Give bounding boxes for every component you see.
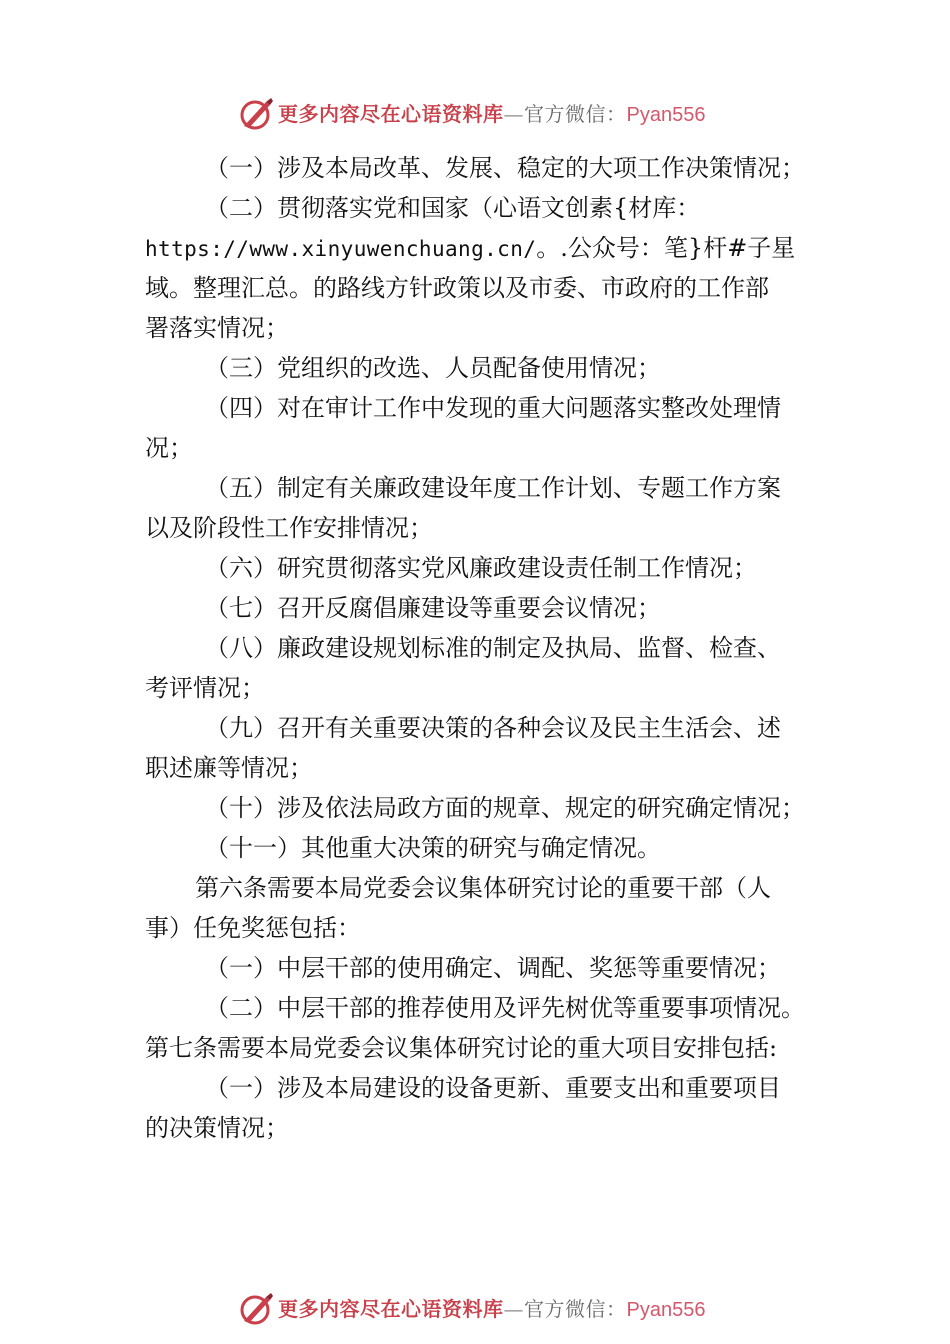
banner-separator: — bbox=[503, 1297, 524, 1321]
paragraph-line: （三）党组织的改选、人员配备使用情况； bbox=[205, 354, 661, 382]
banner-brand: 更多内容尽在心语资料库 bbox=[278, 102, 504, 126]
footer-banner bbox=[0, 1289, 950, 1329]
paragraph-line: （五）制定有关廉政建设年度工作计划、专题工作方案 bbox=[205, 474, 781, 502]
paragraph-line: （十）涉及依法局政方面的规章、规定的研究确定情况； bbox=[205, 794, 805, 822]
paragraph-line: （二）中层干部的推荐使用及评先树优等重要事项情况。 bbox=[205, 994, 805, 1022]
paragraph-line bbox=[145, 228, 825, 268]
paragraph-line: 职述廉等情况； bbox=[145, 754, 313, 782]
paragraph-line: 以及阶段性工作安排情况； bbox=[145, 514, 433, 542]
banner-wechat-id: Pyan556 bbox=[626, 104, 706, 126]
paragraph-line: （一）中层干部的使用确定、调配、奖惩等重要情况； bbox=[205, 954, 781, 982]
article-heading-line: 第六条需要本局党委会议集体研究讨论的重要干部（人 bbox=[195, 874, 771, 902]
banner-official-label: 官方微信： bbox=[524, 1297, 627, 1321]
header-banner bbox=[0, 94, 950, 134]
banner-text bbox=[278, 1296, 705, 1323]
paragraph-line: （六）研究贯彻落实党风廉政建设责任制工作情况； bbox=[205, 554, 757, 582]
paragraph-line: （二）贯彻落实党和国家（心语文创素{材库： bbox=[205, 194, 701, 222]
paragraph-text: 。.公众号：笔}杆#子星 bbox=[536, 234, 796, 262]
paragraph-line: （九）召开有关重要决策的各种会议及民主生活会、述 bbox=[205, 714, 781, 742]
banner-wechat-id: Pyan556 bbox=[626, 1299, 706, 1321]
paragraph-line: 域。整理汇总。的路线方针政策以及市委、市政府的工作部 bbox=[145, 274, 769, 302]
paragraph-line: （八）廉政建设规划标准的制定及执局、监督、检查、 bbox=[205, 634, 781, 662]
paragraph-line: 考评情况； bbox=[145, 674, 265, 702]
paragraph-line: 的决策情况； bbox=[145, 1114, 289, 1142]
banner-official-label: 官方微信： bbox=[524, 102, 627, 126]
pen-logo-icon bbox=[238, 1291, 274, 1327]
paragraph-line: （十一）其他重大决策的研究与确定情况。 bbox=[205, 834, 661, 862]
paragraph-line: 况； bbox=[145, 434, 193, 462]
banner-separator: — bbox=[503, 102, 524, 126]
url-text: https://www.xinyuwenchuang.cn/ bbox=[145, 237, 537, 261]
banner-text bbox=[278, 101, 705, 128]
paragraph-line: 事）任免奖惩包括： bbox=[145, 914, 361, 942]
banner-brand: 更多内容尽在心语资料库 bbox=[278, 1297, 504, 1321]
paragraph-line: （一）涉及本局建设的设备更新、重要支出和重要项目 bbox=[205, 1074, 781, 1102]
paragraph-line: 署落实情况； bbox=[145, 314, 289, 342]
paragraph-line: （四）对在审计工作中发现的重大问题落实整改处理情 bbox=[205, 394, 781, 422]
paragraph-line: （一）涉及本局改革、发展、稳定的大项工作决策情况； bbox=[205, 154, 805, 182]
article-heading-line: 第七条需要本局党委会议集体研究讨论的重大项目安排包括: bbox=[145, 1034, 778, 1062]
document-body bbox=[145, 148, 825, 1148]
paragraph-line: （七）召开反腐倡廉建设等重要会议情况； bbox=[205, 594, 661, 622]
pen-logo-icon bbox=[238, 96, 274, 132]
